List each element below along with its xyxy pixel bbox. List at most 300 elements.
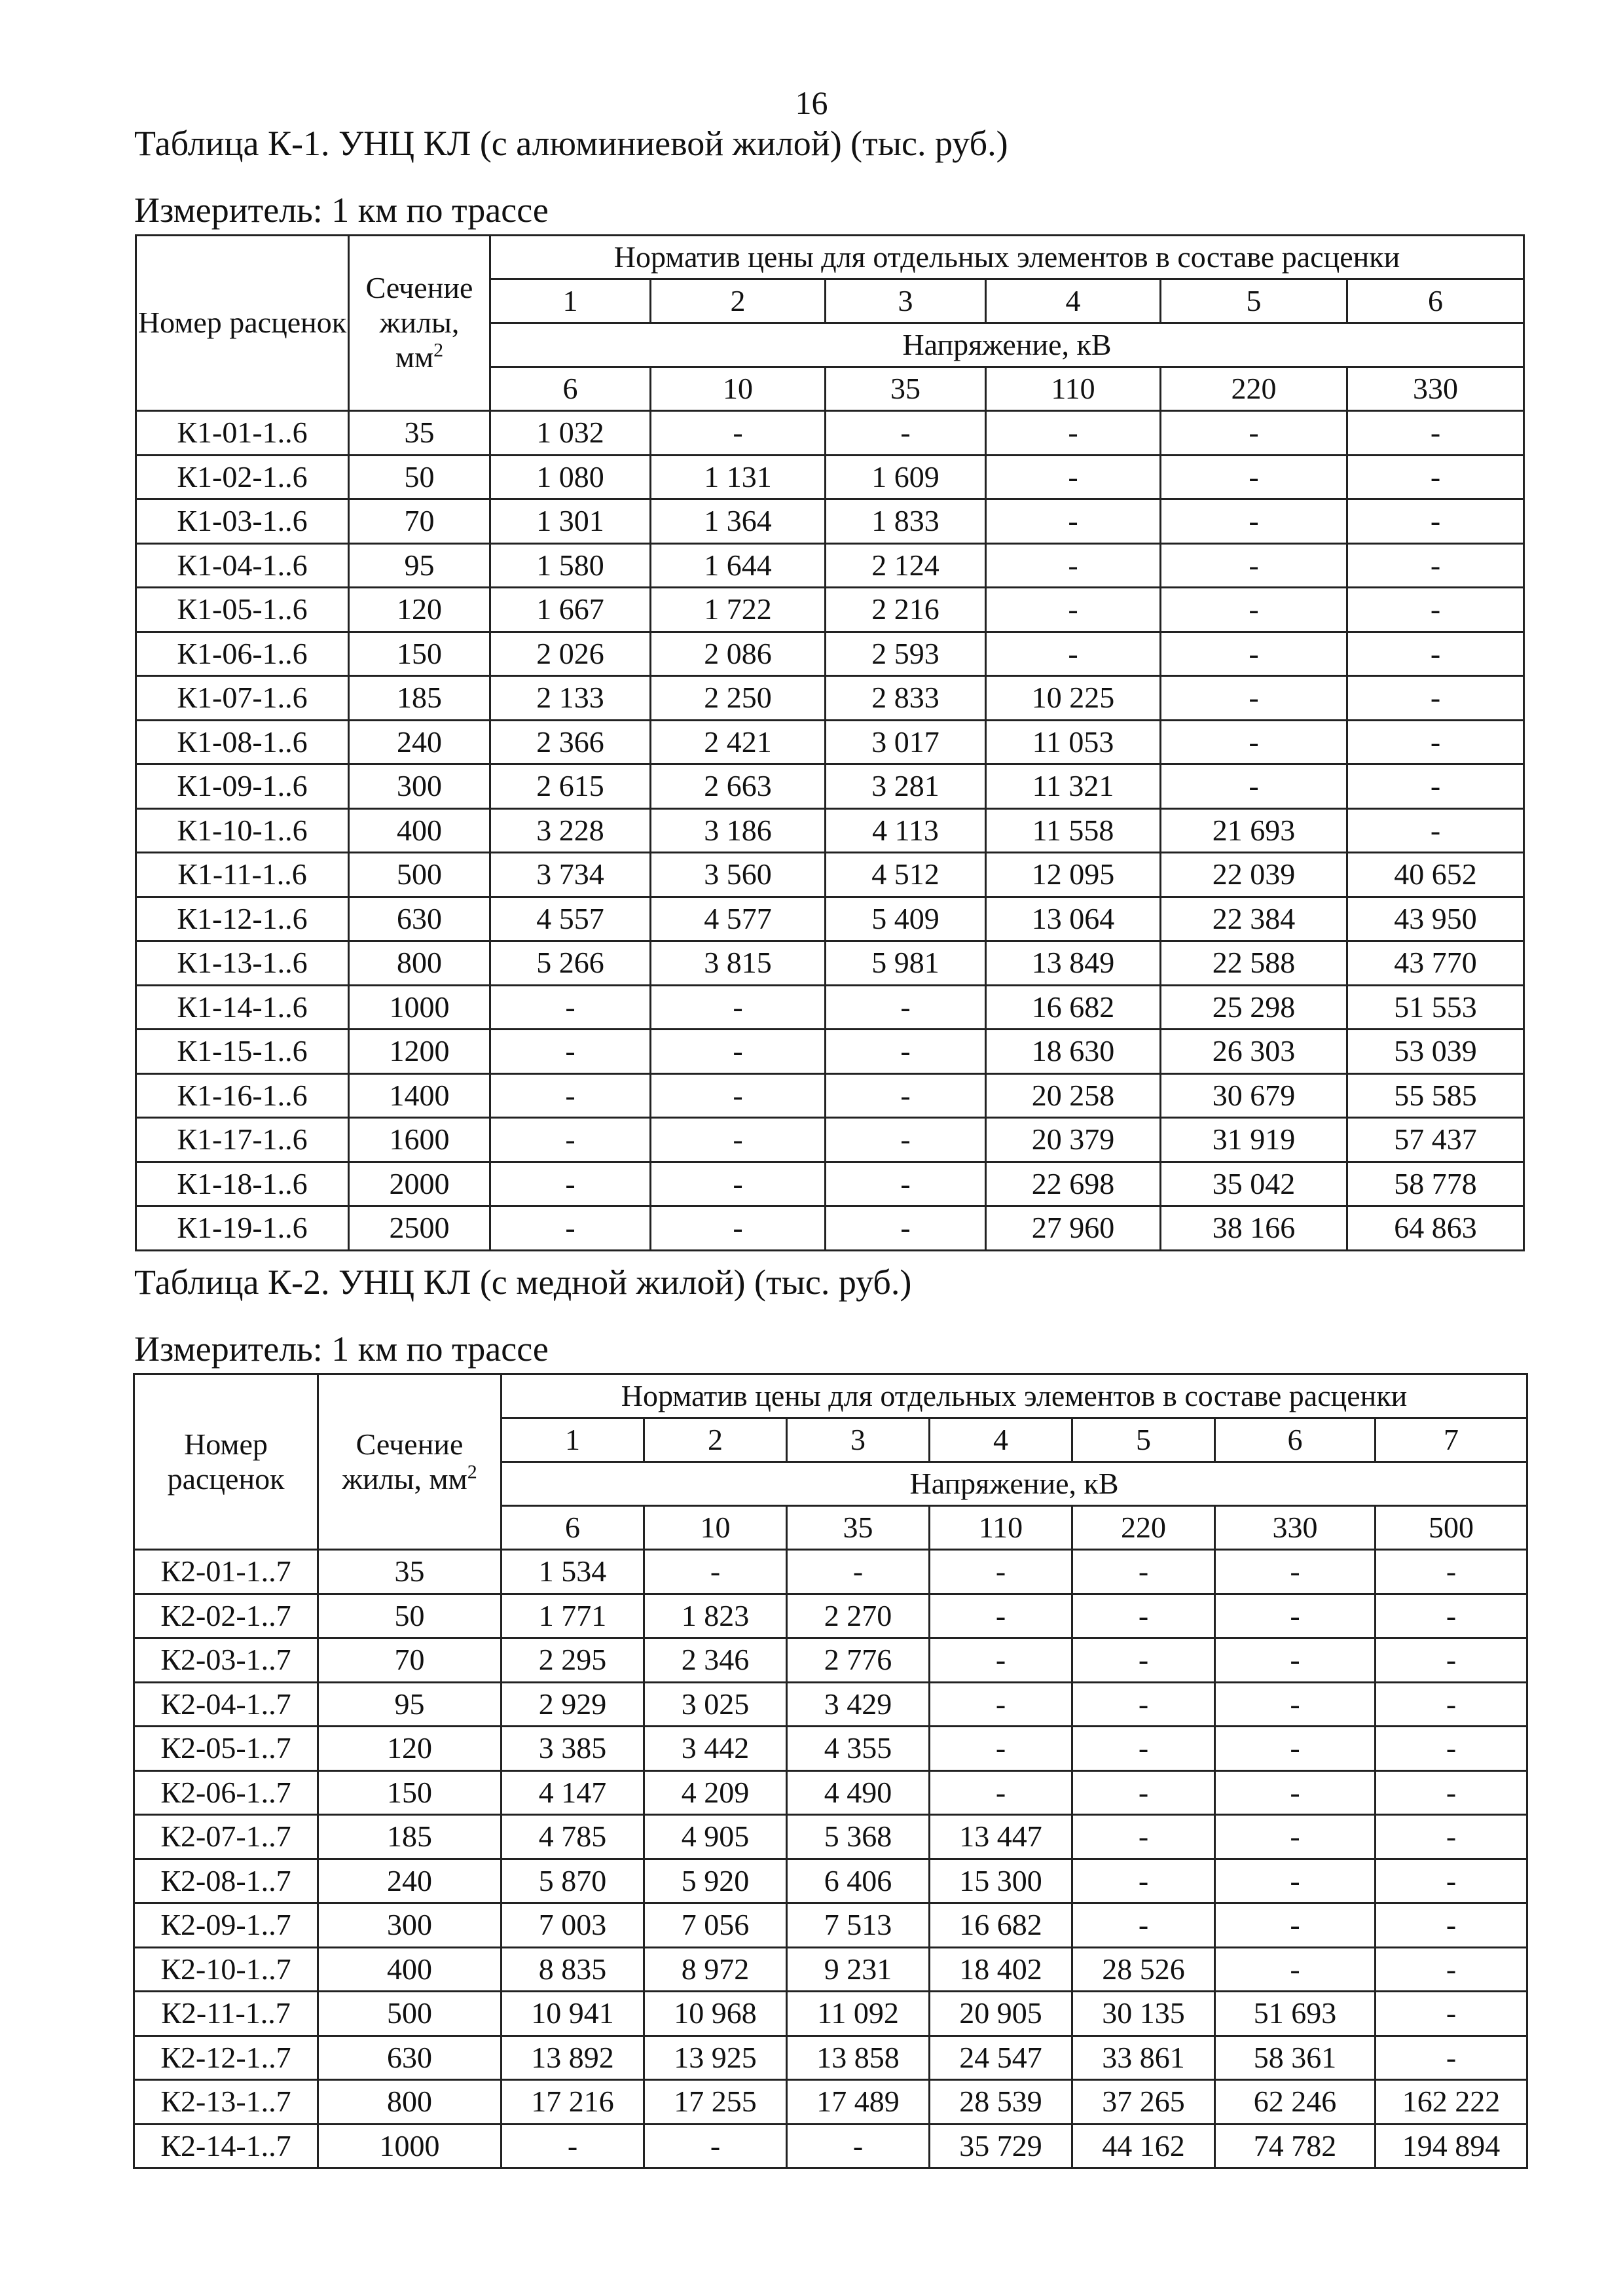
price-cell: 1 301 [490, 499, 651, 544]
price-cell: 2 366 [490, 720, 651, 764]
table-row [136, 411, 1524, 456]
section-header-exp: 2 [467, 1461, 477, 1483]
price-cell: 5 368 [787, 1815, 930, 1859]
price-cell: - [1376, 1815, 1527, 1859]
table-row [136, 499, 1524, 544]
price-cell: - [930, 1638, 1072, 1683]
voltage-value-header: 330 [1347, 367, 1524, 411]
section-cell: 2000 [349, 1162, 490, 1206]
rate-code-cell: К1-11-1..6 [136, 853, 349, 897]
price-cell: 13 447 [930, 1815, 1072, 1859]
price-cell: - [1215, 1770, 1376, 1815]
price-cell: 11 558 [986, 808, 1161, 853]
price-cell: 162 222 [1376, 2080, 1527, 2125]
section-cell: 240 [318, 1859, 501, 1903]
section-header-label: Сечение жилы, мм [342, 1427, 467, 1496]
price-cell: 2 270 [787, 1594, 930, 1638]
price-cell: - [651, 1030, 826, 1074]
price-cell: 13 858 [787, 2036, 930, 2080]
price-cell: 43 950 [1347, 897, 1524, 941]
price-cell: - [1376, 1947, 1527, 1992]
table2-title: Таблица К-2. УНЦ КЛ (с медной жилой) (тыс. руб.) [134, 1263, 912, 1302]
price-cell: - [1347, 543, 1524, 588]
code-header: Номер расценок [134, 1374, 318, 1550]
price-cell: 3 442 [644, 1727, 787, 1771]
price-cell: - [930, 1770, 1072, 1815]
table-row [134, 1638, 1527, 1683]
price-cell: 55 585 [1347, 1073, 1524, 1118]
table-row [136, 897, 1524, 941]
price-cell: 24 547 [930, 2036, 1072, 2080]
price-cell: 44 162 [1072, 2124, 1215, 2168]
price-cell: 7 003 [501, 1903, 644, 1948]
price-cell: - [1376, 1992, 1527, 2036]
element-number-header: 3 [787, 1418, 930, 1462]
price-cell: 5 870 [501, 1859, 644, 1903]
table-row [136, 455, 1524, 499]
element-number-header: 4 [930, 1418, 1072, 1462]
rate-code-cell: К1-19-1..6 [136, 1206, 349, 1251]
rate-code-cell: К2-10-1..7 [134, 1947, 318, 1992]
price-cell: 43 770 [1347, 941, 1524, 986]
price-cell: 3 429 [787, 1682, 930, 1727]
rate-code-cell: К2-09-1..7 [134, 1903, 318, 1948]
price-cell: - [1376, 1727, 1527, 1771]
price-cell: 16 682 [930, 1903, 1072, 1948]
rate-code-cell: К2-08-1..7 [134, 1859, 318, 1903]
price-cell: - [986, 632, 1161, 676]
rate-code-cell: К1-15-1..6 [136, 1030, 349, 1074]
price-cell: - [986, 411, 1161, 456]
price-cell: - [651, 1206, 826, 1251]
price-cell: 5 981 [826, 941, 986, 986]
price-cell: - [501, 2124, 644, 2168]
price-cell: - [490, 1206, 651, 1251]
price-cell: 30 135 [1072, 1992, 1215, 2036]
table-row [136, 543, 1524, 588]
table-row [136, 1030, 1524, 1074]
table-row [136, 764, 1524, 809]
price-cell: 4 512 [826, 853, 986, 897]
element-number-header: 7 [1376, 1418, 1527, 1462]
voltage-value-header: 110 [930, 1506, 1072, 1550]
price-cell: 1 644 [651, 543, 826, 588]
price-cell: 64 863 [1347, 1206, 1524, 1251]
rate-code-cell: К2-12-1..7 [134, 2036, 318, 2080]
element-number-header: 2 [644, 1418, 787, 1462]
price-cell: 35 042 [1161, 1162, 1347, 1206]
price-cell: 17 216 [501, 2080, 644, 2125]
price-cell: - [1215, 1903, 1376, 1948]
price-cell: - [1072, 1903, 1215, 1948]
section-cell: 70 [318, 1638, 501, 1683]
price-cell: 1 609 [826, 455, 986, 499]
price-cell: 11 053 [986, 720, 1161, 764]
table-row [134, 1727, 1527, 1771]
table-k2 [133, 1373, 1528, 2169]
price-cell: 4 490 [787, 1770, 930, 1815]
price-cell: 2 663 [651, 764, 826, 809]
section-cell: 1000 [318, 2124, 501, 2168]
voltage-value-header: 220 [1072, 1506, 1215, 1550]
table-row [134, 2124, 1527, 2168]
table-row [134, 1682, 1527, 1727]
section-cell: 400 [349, 808, 490, 853]
price-cell: 22 039 [1161, 853, 1347, 897]
price-cell: - [1072, 1550, 1215, 1594]
price-cell: - [490, 1073, 651, 1118]
price-cell: - [986, 455, 1161, 499]
price-cell: 13 892 [501, 2036, 644, 2080]
price-cell: - [651, 985, 826, 1030]
section-header-label: Сечение жилы, [365, 271, 473, 340]
rate-code-cell: К1-01-1..6 [136, 411, 349, 456]
price-cell: 8 835 [501, 1947, 644, 1992]
rate-code-cell: К2-05-1..7 [134, 1727, 318, 1771]
table-row [136, 1118, 1524, 1162]
code-header: Номер расценок [136, 236, 349, 411]
price-cell: 4 147 [501, 1770, 644, 1815]
section-cell: 150 [349, 632, 490, 676]
price-cell: - [1215, 1682, 1376, 1727]
price-cell: - [1376, 1682, 1527, 1727]
rate-code-cell: К1-18-1..6 [136, 1162, 349, 1206]
price-cell: 10 968 [644, 1992, 787, 2036]
price-cell: 27 960 [986, 1206, 1161, 1251]
voltage-value-header: 10 [644, 1506, 787, 1550]
price-cell: 9 231 [787, 1947, 930, 1992]
price-cell: - [1376, 1770, 1527, 1815]
price-cell: - [826, 1162, 986, 1206]
price-cell: 7 513 [787, 1903, 930, 1948]
table1-title: Таблица К-1. УНЦ КЛ (с алюминиевой жилой) (тыс. руб.) [134, 124, 1008, 163]
price-cell: 33 861 [1072, 2036, 1215, 2080]
element-number-header: 2 [651, 279, 826, 323]
section-cell: 500 [349, 853, 490, 897]
price-cell: - [1161, 764, 1347, 809]
price-cell: 21 693 [1161, 808, 1347, 853]
price-cell: 15 300 [930, 1859, 1072, 1903]
table-row [136, 676, 1524, 721]
element-number-header: 3 [826, 279, 986, 323]
section-cell: 300 [349, 764, 490, 809]
price-cell: 51 553 [1347, 985, 1524, 1030]
price-cell: - [1072, 1770, 1215, 1815]
table-row [136, 808, 1524, 853]
price-cell: 3 385 [501, 1727, 644, 1771]
rate-code-cell: К1-09-1..6 [136, 764, 349, 809]
section-header-exp: 2 [433, 339, 444, 361]
table1-unit: Измеритель: 1 км по трассе [134, 190, 549, 230]
price-cell: - [826, 1073, 986, 1118]
price-cell: 17 489 [787, 2080, 930, 2125]
price-cell: 58 778 [1347, 1162, 1524, 1206]
section-header [318, 1374, 501, 1550]
price-cell: - [986, 588, 1161, 632]
price-cell: 1 771 [501, 1594, 644, 1638]
price-cell: - [1161, 632, 1347, 676]
price-cell: 28 526 [1072, 1947, 1215, 1992]
section-cell: 630 [349, 897, 490, 941]
section-cell: 120 [349, 588, 490, 632]
price-cell: - [930, 1682, 1072, 1727]
element-number-header: 1 [501, 1418, 644, 1462]
element-number-header: 4 [986, 279, 1161, 323]
price-cell: - [490, 1162, 651, 1206]
element-number-header: 5 [1072, 1418, 1215, 1462]
table-row [134, 1594, 1527, 1638]
price-cell: - [1376, 1859, 1527, 1903]
table-row [136, 1206, 1524, 1251]
voltage-value-header: 35 [826, 367, 986, 411]
price-cell: - [1376, 1638, 1527, 1683]
rate-code-cell: К1-05-1..6 [136, 588, 349, 632]
section-cell: 150 [318, 1770, 501, 1815]
price-cell: - [986, 499, 1161, 544]
price-cell: 2 086 [651, 632, 826, 676]
price-cell: 4 355 [787, 1727, 930, 1771]
price-cell: - [1347, 632, 1524, 676]
price-cell: - [651, 1073, 826, 1118]
price-cell: - [826, 1118, 986, 1162]
rate-code-cell: К2-04-1..7 [134, 1682, 318, 1727]
price-cell: 2 833 [826, 676, 986, 721]
price-cell: - [826, 985, 986, 1030]
price-cell: 35 729 [930, 2124, 1072, 2168]
table-row [136, 853, 1524, 897]
price-cell: - [1161, 543, 1347, 588]
price-cell: 3 281 [826, 764, 986, 809]
section-cell: 1600 [349, 1118, 490, 1162]
voltage-value-header: 500 [1376, 1506, 1527, 1550]
element-number-header: 6 [1347, 279, 1524, 323]
section-cell: 50 [318, 1594, 501, 1638]
price-cell: 2 124 [826, 543, 986, 588]
price-cell: - [490, 1030, 651, 1074]
price-cell: 31 919 [1161, 1118, 1347, 1162]
price-cell: - [1347, 411, 1524, 456]
price-cell: 30 679 [1161, 1073, 1347, 1118]
section-header [349, 236, 490, 411]
price-cell: 20 905 [930, 1992, 1072, 2036]
price-cell: 3 228 [490, 808, 651, 853]
rate-code-cell: К1-02-1..6 [136, 455, 349, 499]
price-cell: 2 295 [501, 1638, 644, 1683]
rate-code-cell: К2-01-1..7 [134, 1550, 318, 1594]
price-cell: - [651, 1162, 826, 1206]
table-row [134, 1550, 1527, 1594]
price-cell: - [651, 411, 826, 456]
price-cell: - [930, 1594, 1072, 1638]
price-cell: - [1215, 1727, 1376, 1771]
table-row [136, 1162, 1524, 1206]
rate-code-cell: К1-04-1..6 [136, 543, 349, 588]
price-cell: 8 972 [644, 1947, 787, 1992]
price-cell: 3 560 [651, 853, 826, 897]
section-cell: 70 [349, 499, 490, 544]
price-cell: 2 929 [501, 1682, 644, 1727]
table-row [136, 720, 1524, 764]
price-cell: - [1215, 1550, 1376, 1594]
price-cell: - [1347, 720, 1524, 764]
rate-code-cell: К2-02-1..7 [134, 1594, 318, 1638]
voltage-value-header: 330 [1215, 1506, 1376, 1550]
price-cell: 11 092 [787, 1992, 930, 2036]
price-cell: 57 437 [1347, 1118, 1524, 1162]
price-cell: - [1215, 1859, 1376, 1903]
rate-code-cell: К2-07-1..7 [134, 1815, 318, 1859]
price-cell: 2 615 [490, 764, 651, 809]
section-cell: 500 [318, 1992, 501, 2036]
price-cell: - [1347, 808, 1524, 853]
rate-code-cell: К1-13-1..6 [136, 941, 349, 986]
price-cell: 16 682 [986, 985, 1161, 1030]
table-row [134, 1903, 1527, 1948]
section-header-unit: мм [395, 340, 434, 374]
price-cell: - [1376, 1903, 1527, 1948]
price-cell: 194 894 [1376, 2124, 1527, 2168]
voltage-header: Напряжение, кВ [501, 1462, 1527, 1506]
price-cell: 13 849 [986, 941, 1161, 986]
price-cell: 1 080 [490, 455, 651, 499]
price-cell: 2 421 [651, 720, 826, 764]
table-row [134, 1947, 1527, 1992]
price-cell: 1 580 [490, 543, 651, 588]
table-row [134, 1992, 1527, 2036]
price-cell: 11 321 [986, 764, 1161, 809]
price-cell: 51 693 [1215, 1992, 1376, 2036]
price-cell: - [1347, 676, 1524, 721]
rate-code-cell: К2-03-1..7 [134, 1638, 318, 1683]
rate-code-cell: К1-08-1..6 [136, 720, 349, 764]
voltage-value-header: 220 [1161, 367, 1347, 411]
price-cell: - [1072, 1638, 1215, 1683]
rate-code-cell: К2-14-1..7 [134, 2124, 318, 2168]
section-cell: 300 [318, 1903, 501, 1948]
price-cell: 3 815 [651, 941, 826, 986]
rate-code-cell: К1-12-1..6 [136, 897, 349, 941]
rate-code-cell: К1-07-1..6 [136, 676, 349, 721]
price-cell: 2 593 [826, 632, 986, 676]
rate-code-cell: К1-16-1..6 [136, 1073, 349, 1118]
price-cell: - [1347, 455, 1524, 499]
table-row [136, 1073, 1524, 1118]
price-cell: 5 266 [490, 941, 651, 986]
price-cell: - [1376, 2036, 1527, 2080]
price-cell: - [1376, 1594, 1527, 1638]
price-cell: 2 346 [644, 1638, 787, 1683]
price-cell: - [1161, 676, 1347, 721]
section-cell: 800 [318, 2080, 501, 2125]
price-cell: 37 265 [1072, 2080, 1215, 2125]
price-cell: 1 364 [651, 499, 826, 544]
price-cell: - [787, 1550, 930, 1594]
price-cell: - [1347, 588, 1524, 632]
price-cell: 1 032 [490, 411, 651, 456]
price-cell: - [1347, 764, 1524, 809]
price-cell: - [1347, 499, 1524, 544]
section-cell: 120 [318, 1727, 501, 1771]
price-cell: 74 782 [1215, 2124, 1376, 2168]
table-row [134, 2036, 1527, 2080]
price-cell: - [1072, 1859, 1215, 1903]
price-cell: 2 026 [490, 632, 651, 676]
price-cell: - [787, 2124, 930, 2168]
price-cell: 4 209 [644, 1770, 787, 1815]
price-cell: 13 064 [986, 897, 1161, 941]
price-cell: - [1215, 1815, 1376, 1859]
rate-code-cell: К2-06-1..7 [134, 1770, 318, 1815]
price-cell: 4 113 [826, 808, 986, 853]
rate-code-cell: К1-03-1..6 [136, 499, 349, 544]
voltage-value-header: 6 [501, 1506, 644, 1550]
table-row [136, 941, 1524, 986]
price-cell: - [930, 1727, 1072, 1771]
price-cell: - [1161, 720, 1347, 764]
price-cell: - [1161, 499, 1347, 544]
price-cell: - [1161, 455, 1347, 499]
price-cell: - [1215, 1638, 1376, 1683]
price-cell: - [490, 985, 651, 1030]
price-cell: - [1072, 1727, 1215, 1771]
voltage-value-header: 35 [787, 1506, 930, 1550]
price-cell: 1 823 [644, 1594, 787, 1638]
section-cell: 630 [318, 2036, 501, 2080]
price-cell: 1 667 [490, 588, 651, 632]
price-cell: 4 557 [490, 897, 651, 941]
price-cell: - [1376, 1550, 1527, 1594]
price-cell: 1 131 [651, 455, 826, 499]
price-cell: 4 905 [644, 1815, 787, 1859]
price-cell: 4 785 [501, 1815, 644, 1859]
price-cell: 12 095 [986, 853, 1161, 897]
price-cell: - [1215, 1594, 1376, 1638]
price-cell: 13 925 [644, 2036, 787, 2080]
price-cell: 28 539 [930, 2080, 1072, 2125]
price-cell: 40 652 [1347, 853, 1524, 897]
section-cell: 185 [349, 676, 490, 721]
price-cell: 17 255 [644, 2080, 787, 2125]
table-row [134, 1815, 1527, 1859]
price-cell: 62 246 [1215, 2080, 1376, 2125]
price-cell: 7 056 [644, 1903, 787, 1948]
voltage-value-header: 110 [986, 367, 1161, 411]
price-cell: 22 384 [1161, 897, 1347, 941]
price-cell: - [1215, 1947, 1376, 1992]
price-cell: - [1161, 588, 1347, 632]
price-cell: - [930, 1550, 1072, 1594]
voltage-header: Напряжение, кВ [490, 323, 1524, 367]
price-cell: - [826, 1206, 986, 1251]
price-cell: - [490, 1118, 651, 1162]
table-row [134, 1770, 1527, 1815]
table-row [134, 1859, 1527, 1903]
rate-code-cell: К1-06-1..6 [136, 632, 349, 676]
price-cell: 58 361 [1215, 2036, 1376, 2080]
price-cell: - [651, 1118, 826, 1162]
price-cell: 3 186 [651, 808, 826, 853]
page-number: 16 [795, 84, 828, 121]
price-cell: 4 577 [651, 897, 826, 941]
price-cell: 5 920 [644, 1859, 787, 1903]
price-cell: 3 017 [826, 720, 986, 764]
price-cell: 22 698 [986, 1162, 1161, 1206]
section-cell: 35 [349, 411, 490, 456]
section-cell: 185 [318, 1815, 501, 1859]
price-cell: 2 250 [651, 676, 826, 721]
section-cell: 240 [349, 720, 490, 764]
price-cell: 2 216 [826, 588, 986, 632]
